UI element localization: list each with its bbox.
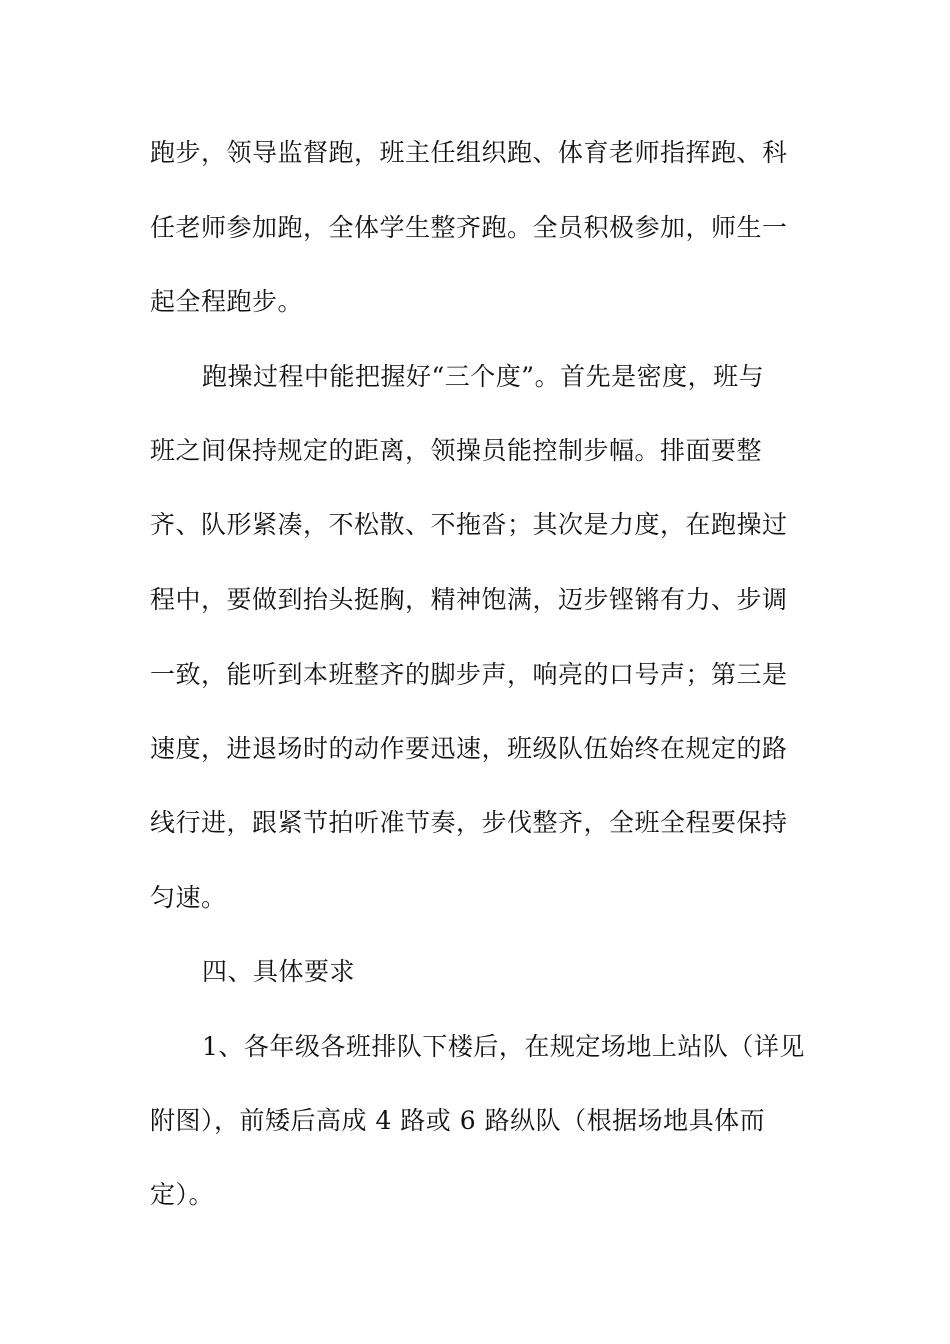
text-line: 一致，能听到本班整齐的脚步声，响亮的口号声；第三是 [150,660,788,689]
text-line: 线行进，跟紧节拍听准节奏，步伐整齐，全班全程要保持 [150,808,788,837]
text-line: 齐、队形紧凑，不松散、不拖沓；其次是力度，在跑操过 [150,510,788,539]
text-line: 程中，要做到抬头挺胸，精神饱满，迈步铿锵有力、步调 [150,585,788,614]
text-line: 匀速。 [150,883,227,912]
text-line: 跑操过程中能把握好“三个度”。首先是密度，班与 [202,362,765,391]
text-line: 起全程跑步。 [150,287,304,316]
text-line: 1、各年级各班排队下楼后，在规定场地上站队（详见 [202,1032,805,1061]
text-line: 任老师参加跑，全体学生整齐跑。全员积极参加，师生一 [150,213,788,242]
text-line: 定）。 [150,1180,215,1209]
text-line: 速度，进退场时的动作要迅速，班级队伍始终在规定的路 [150,734,788,763]
section-heading: 四、具体要求 [202,957,356,986]
text-line: 班之间保持规定的距离，领操员能控制步幅。排面要整 [150,436,763,465]
text-line: 附图），前矮后高成 4 路或 6 路纵队（根据场地具体而 [150,1106,766,1135]
text-line: 跑步，领导监督跑，班主任组织跑、体育老师指挥跑、科 [150,138,788,167]
